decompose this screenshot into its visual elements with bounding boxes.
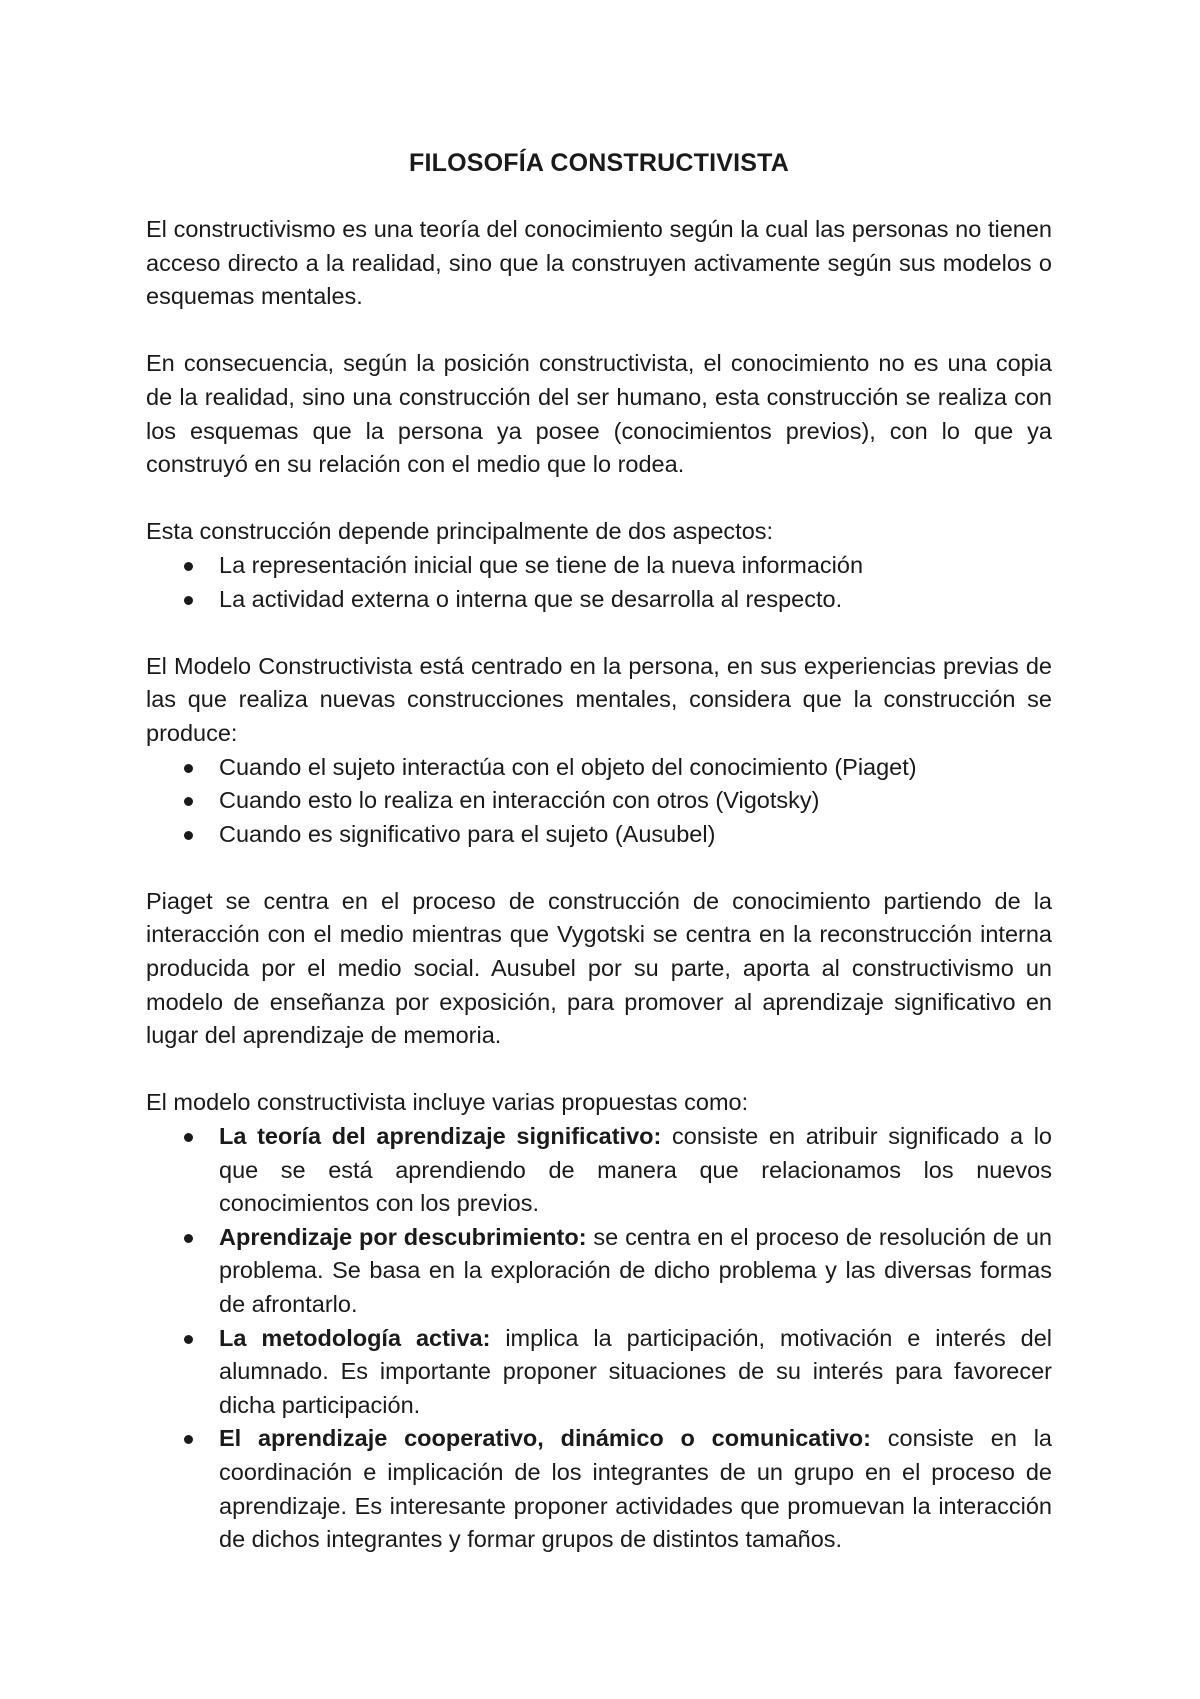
document-title: FILOSOFÍA CONSTRUCTIVISTA <box>409 149 789 177</box>
paragraph-aspects-lead: Esta construcción depende principalmente de dos aspectos: <box>146 518 774 545</box>
list-item-text: implica la participación, motivación e interés del alumnado. Es importante proponer situaciones de su interés para favorecer dicha participación. <box>219 1324 1053 1418</box>
list-item-term: La metodología activa: <box>219 1324 491 1351</box>
list-item <box>146 1120 1052 1221</box>
list-item-text: consiste en la coordinación e implicación de los integrantes de un grupo en el proceso de aprendizaje. Es interesante proponer actividades que promuevan la interacción de dichos integrantes y formar grupos de distintos tamaños. <box>219 1425 1052 1553</box>
paragraph-consequence: En consecuencia, según la posición constructivista, el conocimiento no es una copia de la realidad, sino una construcción del ser humano, esta construcción se realiza con los esquemas que la persona ya posee (conocimientos previos), con lo que ya construyó en su relación con el medio que lo rodea. <box>146 350 1052 478</box>
paragraph-authors: Piaget se centra en el proceso de construcción de conocimiento partiendo de la interacción con el medio mientras que Vygotski se centra en la reconstrucción interna producida por el medio social. Ausubel por su parte, aporta al constructivismo un modelo de enseñanza por exposición, para promover al aprendizaje significativo en lugar del aprendizaje de memoria. <box>146 887 1052 1049</box>
list-item-term: La teoría del aprendizaje significativo: <box>219 1123 662 1150</box>
aspects-list <box>146 549 1052 616</box>
list-item-term: Aprendizaje por descubrimiento: <box>219 1223 587 1250</box>
document-body <box>146 146 1052 1590</box>
list-item: La actividad externa o interna que se desarrolla al respecto. <box>146 583 1052 617</box>
list-item: Cuando es significativo para el sujeto (Ausubel) <box>146 818 1052 852</box>
paragraph-model-lead: El Modelo Constructivista está centrado en la persona, en sus experiencias previas de las que realiza nuevas construcciones mentales, considera que la construcción se produce: <box>146 652 1052 746</box>
list-item: Cuando el sujeto interactúa con el objeto del conocimiento (Piaget) <box>146 751 1052 785</box>
proposals-list <box>146 1120 1052 1557</box>
construction-list <box>146 751 1052 852</box>
list-item-term: El aprendizaje cooperativo, dinámico o comunicativo: <box>219 1425 871 1452</box>
list-item <box>146 1322 1052 1423</box>
list-item <box>146 1221 1052 1322</box>
paragraph-definition: El constructivismo es una teoría del conocimiento según la cual las personas no tienen acceso directo a la realidad, sino que la construyen activamente según sus modelos o esquemas mentales. <box>146 216 1052 310</box>
list-item-text: se centra en el proceso de resolución de un problema. Se basa en la exploración de dicho problema y las diversas formas de afrontarlo. <box>219 1223 1052 1317</box>
list-item-text: consiste en atribuir significado a lo que se está aprendiendo de manera que relacionamos los nuevos conocimientos con los previos. <box>219 1123 1052 1217</box>
list-item <box>146 1422 1052 1556</box>
list-item: Cuando esto lo realiza en interacción con otros (Vigotsky) <box>146 784 1052 818</box>
list-item: La representación inicial que se tiene de la nueva información <box>146 549 1052 583</box>
paragraph-proposals-lead: El modelo constructivista incluye varias propuestas como: <box>146 1089 749 1116</box>
